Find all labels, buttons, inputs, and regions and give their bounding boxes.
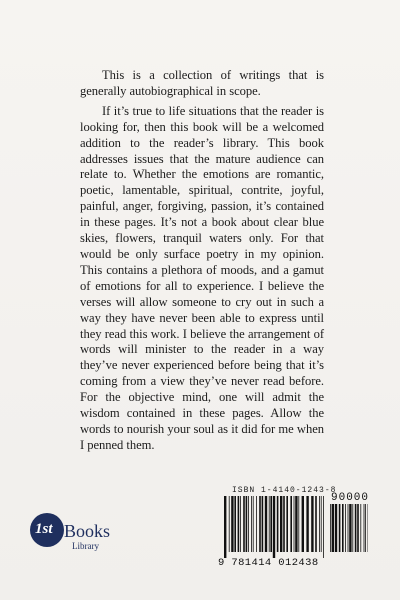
- blurb-paragraph-1: This is a collection of writings that is generally autobiographical in scope.: [80, 68, 324, 98]
- logo-prefix: 1st: [35, 521, 53, 537]
- price-code: 90000: [331, 492, 370, 504]
- logo-sub: Library: [72, 541, 99, 551]
- ean-barcode: [224, 496, 324, 558]
- blurb-paragraph-2: If it’s true to life situations that the reader is looking for, then this book will be a welcomed addition to the reader’s library. This book addresses issues that the mature audience can relate to. Whether the emotions are romantic, poetic, lamentable, spiritual, contrite, joyful, painful, anger, forgiving, passion, it’s contained in these pages. It’s not a book about clear blue skies, flowers, tranquil waters only. For that would be only surface poetry in my opinion. This contains a plethora of moods, and a gamut of emotions for all to experience. I believe the verses will allow someone to cry out in such a way they have never been able to express until they read this work. I believe the arrangement of words will minister to the reader in a way they’ve never experienced before being that it’s coming from a view they’ve never read before. For the objective mind, one will admit the wisdom contained in these pages. Allow the words to nourish your soul as it did for me when I penned them.: [80, 103, 324, 452]
- isbn-label: ISBN 1-4140-1243-8: [232, 486, 337, 495]
- logo-name: Books: [64, 521, 111, 541]
- addon-barcode: [330, 504, 368, 558]
- ean-digits: 9 781414 012438: [218, 557, 319, 569]
- back-cover-blurb: [80, 68, 324, 458]
- publisher-logo: [30, 513, 120, 561]
